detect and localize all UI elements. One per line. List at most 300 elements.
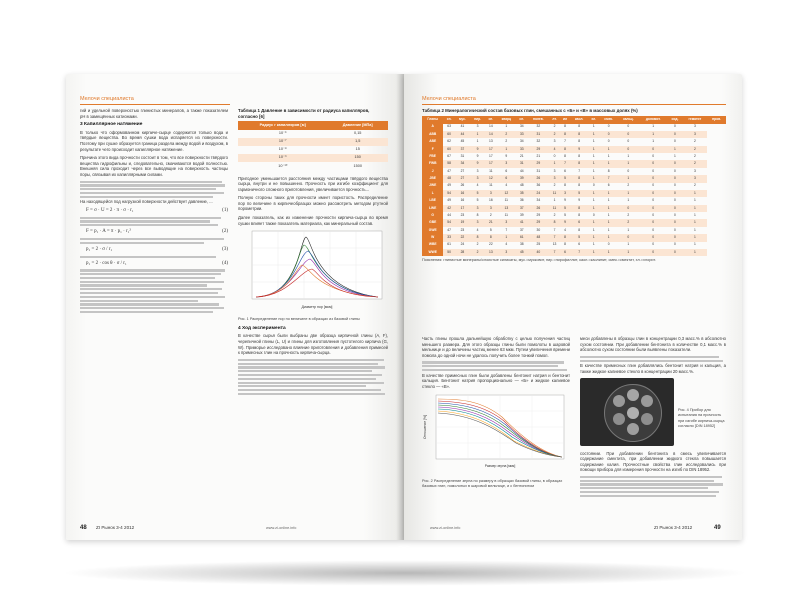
table-cell: 1 — [588, 205, 600, 212]
text-line — [80, 296, 225, 298]
table-cell: 10⁻⁸ — [278, 147, 287, 152]
table-cell: 3 — [549, 175, 560, 182]
table-row — [422, 168, 726, 175]
table-cell: 10⁻⁶ — [278, 130, 287, 135]
figure-2-grain-size-chart — [422, 393, 570, 477]
table-header: сп. — [485, 116, 496, 124]
table-cell: 15 — [355, 147, 360, 152]
table-cell: 2 — [505, 139, 508, 144]
table-row — [422, 160, 726, 167]
right-column-1 — [422, 336, 570, 490]
table-cell: 37 — [516, 205, 527, 212]
table-cell: 1 — [693, 198, 696, 203]
table-header: ил — [560, 116, 570, 124]
body-text: В качестве примесных глин были добавлены бентонит натрия и бентонит кальция. Бентонит натрия пропорционально — «Б» и жидкое калиевое стекло — «В». — [422, 372, 570, 389]
table-cell: 60 — [443, 131, 454, 138]
table-cell: 1 — [607, 198, 610, 203]
table-cell: 4 — [505, 183, 508, 188]
table-cell: 7 — [560, 160, 570, 167]
table-cell: 37 — [519, 227, 524, 232]
table-2-footnote: Пояснения: глинистые минералы/слоистые силикаты, мус.=мусковит, пир.=пирофиллит, каол.=каолинит, смек.=смектит, хл.=хлорит. — [422, 258, 656, 263]
text-line — [80, 224, 218, 226]
table-cell: 26 — [528, 205, 550, 212]
table-cell: 17 — [489, 153, 493, 158]
text-line — [580, 495, 716, 497]
figure-2-caption: Рис. 2 Распределение зерна по размеру в образцах базовой глины, в образцах базовых глин, помолотых в шаровой мельнице, и с бентонитом — [422, 478, 563, 489]
table-cell: 11 — [504, 198, 509, 203]
open-magazine — [66, 56, 742, 556]
table-header: кварц — [497, 116, 517, 124]
apparatus-disk — [604, 384, 662, 442]
table-cell: 47 — [447, 168, 451, 173]
table-cell: 2 — [627, 212, 630, 217]
table-cell: 1 — [588, 131, 600, 138]
table-cell: 34 — [519, 124, 524, 129]
table-row — [422, 131, 726, 138]
table-cell: 1 — [639, 131, 667, 138]
table-cell: 2 — [682, 146, 707, 153]
table-cell: 0 — [618, 131, 639, 138]
table-cell: 36 — [536, 183, 541, 188]
table-cell: 0 — [639, 205, 667, 212]
table-cell: 3 — [682, 175, 707, 182]
text-line — [80, 273, 221, 275]
table-cell: 3 — [497, 219, 517, 226]
row-label: JBE — [422, 175, 443, 182]
table-cell: 28 — [455, 249, 470, 256]
table-cell: 1 — [652, 124, 655, 129]
table-cell: 3 — [470, 205, 485, 212]
apparatus-photo — [580, 378, 674, 446]
table-cell: 17 — [455, 205, 470, 212]
table-cell: 31 — [460, 153, 465, 158]
table-cell: 0 — [652, 153, 655, 158]
table-cell: 32 — [536, 124, 541, 129]
text-line — [80, 307, 224, 309]
table-cell: 0 — [627, 124, 630, 129]
table-cell: 0 — [627, 139, 630, 144]
table-cell: 0 — [607, 124, 610, 129]
row-label: L — [422, 190, 443, 197]
table-cell: 0 — [667, 219, 682, 226]
table-2 — [422, 116, 726, 257]
text-line — [80, 184, 225, 186]
table-cell: 22 — [489, 242, 493, 247]
table-cell: 4 — [549, 146, 560, 153]
table-cell: 31 — [528, 131, 550, 138]
table-cell: 0 — [652, 227, 655, 232]
table-cell: 1 — [505, 124, 508, 129]
table-cell: 0 — [618, 146, 639, 153]
text-line — [80, 196, 213, 198]
table-cell: 1 — [674, 153, 676, 158]
table-cell: 4 — [476, 227, 479, 232]
table-cell: 9 — [578, 198, 581, 203]
table-cell: 0 — [639, 234, 667, 241]
text-line — [238, 363, 378, 365]
table-cell: 1 — [693, 227, 696, 232]
table-cell: 19 — [455, 219, 470, 226]
table-row — [422, 190, 726, 197]
table-cell: 4 — [564, 227, 567, 232]
table-cell: 39 — [516, 175, 527, 182]
table-cell: 13 — [552, 242, 557, 247]
table-2-caption: Таблица 2 Минералогический состав базовых глин, смешанных с «Б» и «В» в массовых долях (%) — [422, 108, 638, 113]
table-cell: 6 — [570, 219, 588, 226]
table-cell: 1 — [592, 139, 595, 144]
table-header: хл. — [588, 116, 600, 124]
table-cell: 6 — [607, 183, 610, 188]
table-cell: 1 — [607, 227, 610, 232]
table-cell: 0 — [639, 190, 667, 197]
table-cell: 0,15 — [354, 130, 362, 135]
running-head-rule — [80, 104, 230, 105]
table-cell: 2 — [553, 124, 556, 129]
table-cell: 3 — [497, 249, 517, 256]
formula-2: F = p₁ · A = π · p₁ · r₁² (2) — [86, 229, 228, 235]
table-cell: 1 — [470, 131, 485, 138]
table-cell: 7 — [578, 168, 581, 173]
table-cell: 0 — [618, 205, 639, 212]
table-cell: 38 — [519, 242, 524, 247]
table-cell: 44 — [447, 212, 451, 217]
row-label: ABE — [422, 138, 443, 145]
table-cell: 22 — [455, 234, 470, 241]
table-row — [422, 146, 726, 153]
table-cell: 1 — [627, 153, 630, 158]
table-cell: 1 — [652, 139, 655, 144]
table-cell: 8 — [476, 212, 479, 217]
row-label: LBE — [422, 197, 443, 204]
table-cell: 8 — [564, 153, 567, 158]
table-cell: 44 — [455, 131, 470, 138]
table-cell: 1 — [627, 227, 630, 232]
table-cell: 1 — [600, 205, 618, 212]
table-cell: 63 — [447, 124, 451, 129]
table-cell: 8 — [578, 139, 581, 144]
table-cell: 3 — [485, 205, 496, 212]
text-line — [80, 284, 207, 286]
book-shadow — [60, 560, 750, 586]
table-cell: 49 — [447, 183, 451, 188]
table-row — [422, 153, 726, 160]
table-cell: 7 — [600, 175, 618, 182]
table-cell: 17 — [485, 160, 496, 167]
table-cell: 1 — [476, 139, 479, 144]
row-label: A — [422, 124, 443, 131]
left-column-2 — [238, 108, 388, 397]
table-2-block — [422, 108, 726, 264]
table-cell: 8 — [578, 212, 581, 217]
table-cell: 1 — [682, 219, 707, 226]
table-cell: 23 — [460, 212, 465, 217]
table-cell: 50 — [443, 249, 454, 256]
table-cell: 1 — [592, 242, 595, 247]
table-cell: 0 — [639, 249, 667, 256]
table-cell: 29 — [528, 160, 550, 167]
table-cell: 5 — [489, 227, 492, 232]
table-cell: 0 — [627, 168, 630, 173]
table-cell: 6 — [497, 175, 517, 182]
formula-4: p₁ = 2 · cos θ · σ / r₁ (4) — [86, 260, 228, 266]
table-cell: 58 — [443, 160, 454, 167]
table-cell: 67 — [447, 153, 451, 158]
table-row — [238, 130, 388, 138]
figure-3-caption: Рис. 4 Прибор для испытания на прочность при изгибе кирпича-сырца согласно [DIN 18952] — [678, 407, 725, 429]
table-header: пров. — [707, 116, 726, 124]
table-row — [422, 175, 726, 182]
table-cell: 29 — [528, 146, 550, 153]
table-cell: 0 — [639, 175, 667, 182]
table-cell: 1 — [682, 249, 707, 256]
table-cell: 26 — [528, 175, 550, 182]
table-cell: 3 — [485, 190, 496, 197]
table-cell: 11 — [489, 168, 493, 173]
left-page — [66, 74, 404, 540]
figure-1-caption: Рис. 1 Распределение пор по величине в образцах из базовой глины — [238, 317, 360, 322]
table-cell: 0 — [639, 146, 667, 153]
row-label: FBE — [422, 153, 443, 160]
table-cell: 8 — [560, 131, 570, 138]
table-cell: 8 — [570, 160, 588, 167]
table-cell: 61 — [516, 234, 527, 241]
table-cell: 9 — [505, 153, 508, 158]
table-cell: 9 — [560, 219, 570, 226]
text-line — [80, 292, 218, 294]
table-row — [422, 227, 726, 234]
table-cell: 0 — [674, 139, 676, 144]
table-cell: 7 — [549, 234, 560, 241]
table-cell: 2 — [553, 212, 556, 217]
table-cell: 8 — [560, 234, 570, 241]
text-line — [238, 359, 384, 361]
table-cell: 1 — [627, 242, 630, 247]
table-cell: 1 — [627, 198, 630, 203]
table-cell: 11 — [549, 205, 560, 212]
table-cell: 8 — [470, 234, 485, 241]
table-cell: 0 — [607, 242, 610, 247]
body-text: В качестве примесных глин добавлялись бентонит натрия и кальция, а также жидкое калиевое стекло в концентрации 20 масс.%. — [580, 363, 726, 374]
table-cell: 8 — [578, 227, 581, 232]
table-cell: 8 — [607, 168, 610, 173]
text-line — [80, 311, 213, 313]
table-cell: 60 — [443, 146, 454, 153]
table-cell: 30 — [536, 227, 541, 232]
table-cell: 150 — [327, 154, 388, 162]
table-cell: 14 — [485, 131, 496, 138]
table-row — [422, 219, 726, 226]
table-cell: 37 — [455, 146, 470, 153]
table-cell: 0 — [667, 205, 682, 212]
text-line — [80, 300, 198, 302]
table-header: сп. — [516, 116, 527, 124]
row-label: GBE — [422, 219, 443, 226]
text-line — [80, 288, 222, 290]
row-label: WWE — [422, 249, 443, 256]
table-cell: 29 — [528, 219, 550, 226]
row-label: FWB — [422, 160, 443, 167]
table-cell: 11 — [489, 183, 493, 188]
table-cell: 21 — [485, 219, 496, 226]
table-cell: 0 — [607, 139, 610, 144]
text-line — [238, 374, 382, 376]
table-cell: 1 — [588, 249, 600, 256]
table-cell: 1 — [618, 249, 639, 256]
table-cell: 0 — [667, 160, 682, 167]
table-cell: 1 — [588, 190, 600, 197]
table-cell: 40 — [528, 249, 550, 256]
table-cell: 24 — [528, 190, 550, 197]
table-cell: 1 — [682, 234, 707, 241]
running-head: Мелочи специалиста — [80, 96, 134, 102]
text-line — [80, 192, 224, 194]
table-cell: 45 — [460, 139, 465, 144]
table-cell: 8 — [570, 131, 588, 138]
table-cell: 0 — [652, 183, 655, 188]
table-cell: 1 — [682, 190, 707, 197]
table-cell: 1 — [549, 160, 560, 167]
table-cell: 31 — [516, 160, 527, 167]
table-cell: 0 — [667, 190, 682, 197]
table-cell: 7 — [553, 227, 556, 232]
table-cell: 62 — [447, 139, 451, 144]
text-line — [238, 370, 372, 372]
table-cell: 5 — [476, 198, 479, 203]
text-line — [422, 365, 558, 367]
body-text: состоянии. При добавлении бентонита в смесь увеличивается содержание смектита, при добавлении жидкого стекла повышается содержание калия. Прочностные свойства глин исследовались при помощи прибора для измерения прочности на изгиб по DIN 18952. — [580, 450, 726, 473]
table-cell: 13 — [497, 205, 517, 212]
table-header: Радиус r капилляров [м] — [238, 121, 327, 129]
table-header: каол. — [570, 116, 588, 124]
text-line — [80, 269, 225, 271]
table-cell: 9 — [564, 198, 567, 203]
table-cell: 0 — [674, 212, 676, 217]
table-cell: 34 — [455, 160, 470, 167]
table-cell: 3 — [693, 168, 696, 173]
section-3-paragraph: На находящейся под нагрузкой поверхности действует давление, ... — [80, 199, 213, 205]
table-cell: 1 — [588, 146, 600, 153]
table-cell: 1 — [588, 234, 600, 241]
table-cell: 21 — [536, 153, 541, 158]
text-line — [580, 480, 714, 482]
table-cell: 1 — [497, 146, 517, 153]
table-cell: 8 — [564, 124, 567, 129]
table-cell: 0 — [674, 124, 676, 129]
table-cell: 1 — [592, 198, 595, 203]
table-cell: 1 — [618, 160, 639, 167]
table-cell: 8 — [485, 234, 496, 241]
table-cell: 8 — [578, 124, 581, 129]
row-label: WBE — [422, 242, 443, 249]
table-header: кальц. — [618, 116, 639, 124]
table-cell: 16 — [455, 190, 470, 197]
body-text: Часть глины прошла дальнейшую обработку с целью получения частиц меньшего размера. Для этого образцы глины были помолоты в шаровой мельнице и до величины частиц менее 63 мкм. Путем увеличения времени помола до одной ночи не удалось получить более тонкий помол. — [422, 336, 570, 358]
table-cell: 8 — [570, 205, 588, 212]
table-cell: 1 — [600, 160, 618, 167]
table-cell: 3 — [470, 175, 485, 182]
text-line — [80, 181, 222, 183]
table-cell: 27 — [460, 168, 465, 173]
row-label: JWE — [422, 183, 443, 190]
figure-3-block — [580, 378, 726, 448]
table-cell: 1 — [600, 249, 618, 256]
text-line — [80, 281, 224, 283]
table-cell: 2 — [549, 131, 560, 138]
table-row — [422, 234, 726, 241]
table-cell: 0 — [667, 249, 682, 256]
table-cell: 13 — [489, 139, 493, 144]
text-line — [238, 378, 376, 380]
table-cell: 3 — [560, 190, 570, 197]
table-cell: 6 — [560, 249, 570, 256]
text-line — [580, 487, 708, 489]
table-cell: 1 — [618, 175, 639, 182]
table-row — [238, 138, 388, 146]
table-cell: 0 — [639, 160, 667, 167]
table-cell: 5 — [470, 190, 485, 197]
text-line — [80, 188, 216, 190]
x-axis-label: Размер зерна [мкм] — [484, 463, 516, 468]
table-row — [422, 212, 726, 219]
table-cell: 2 — [497, 131, 517, 138]
table-header-row — [422, 116, 726, 124]
formula-3: p₁ = 2 · σ / r₁ (3) — [86, 246, 228, 252]
table-header: полев. — [528, 116, 550, 124]
row-label: G — [422, 212, 443, 219]
table-cell: 48 — [519, 183, 524, 188]
table-cell: 16 — [460, 198, 465, 203]
text-line — [238, 385, 366, 387]
table-cell: 3 — [497, 160, 517, 167]
table-cell: 1500 — [353, 163, 362, 168]
table-cell: 41 — [516, 219, 527, 226]
x-axis-label: Диаметр пор [мкм] — [301, 305, 333, 310]
table-cell: 7 — [570, 249, 588, 256]
table-row — [422, 183, 726, 190]
body-text: Полную стороны таких для прочности имеет пористость. Распределение пор по величине в кирпичеобразцах можно рассмотреть методом ртутной порометрии. — [238, 195, 388, 212]
table-cell: 3 — [682, 131, 707, 138]
table-cell: 4 — [505, 242, 508, 247]
table-cell: 0 — [652, 242, 655, 247]
table-cell: 1 — [600, 146, 618, 153]
table-cell: 49 — [447, 198, 451, 203]
table-cell: 8 — [564, 242, 567, 247]
table-cell: 2 — [693, 183, 696, 188]
table-header: сид. — [667, 116, 682, 124]
table-cell: 25 — [536, 242, 541, 247]
table-1-body — [238, 130, 388, 171]
table-header: лт. — [549, 116, 560, 124]
table-cell: 33 — [443, 234, 454, 241]
table-cell: 2 — [693, 139, 696, 144]
text-line — [80, 217, 221, 219]
table-cell: 1 — [600, 234, 618, 241]
table-cell: 36 — [519, 198, 524, 203]
table-cell: 27 — [455, 175, 470, 182]
table-header: смек. — [600, 116, 618, 124]
row-label: LWE — [422, 205, 443, 212]
table-cell: 2 — [470, 249, 485, 256]
table-header: Глины — [422, 116, 443, 124]
section-3-paragraph: Причина этого вида прочности состоит в том, что все поверхности твёрдого вещества гидрофильны и, следовательно, смачиваются водой полностью. Внешняя сила проходит через все выводящие на поверхность частицы поры, связывая их капиллярными силами. — [80, 155, 229, 177]
table-cell: 4 — [476, 183, 479, 188]
table-cell: 44 — [519, 168, 524, 173]
table-cell: 2 — [553, 183, 556, 188]
body-text: меси добавлены в образцы глин в концентрации 0,3 масс.% в абсолютно сухом состоянии. При добавлении бентонита в количестве 0,1 масс.% в абсолютно сухом состоянии были выявлены показатели. — [580, 336, 726, 353]
table-cell: 0 — [674, 227, 676, 232]
table-cell: 3 — [553, 168, 556, 173]
table-cell: 9 — [570, 146, 588, 153]
